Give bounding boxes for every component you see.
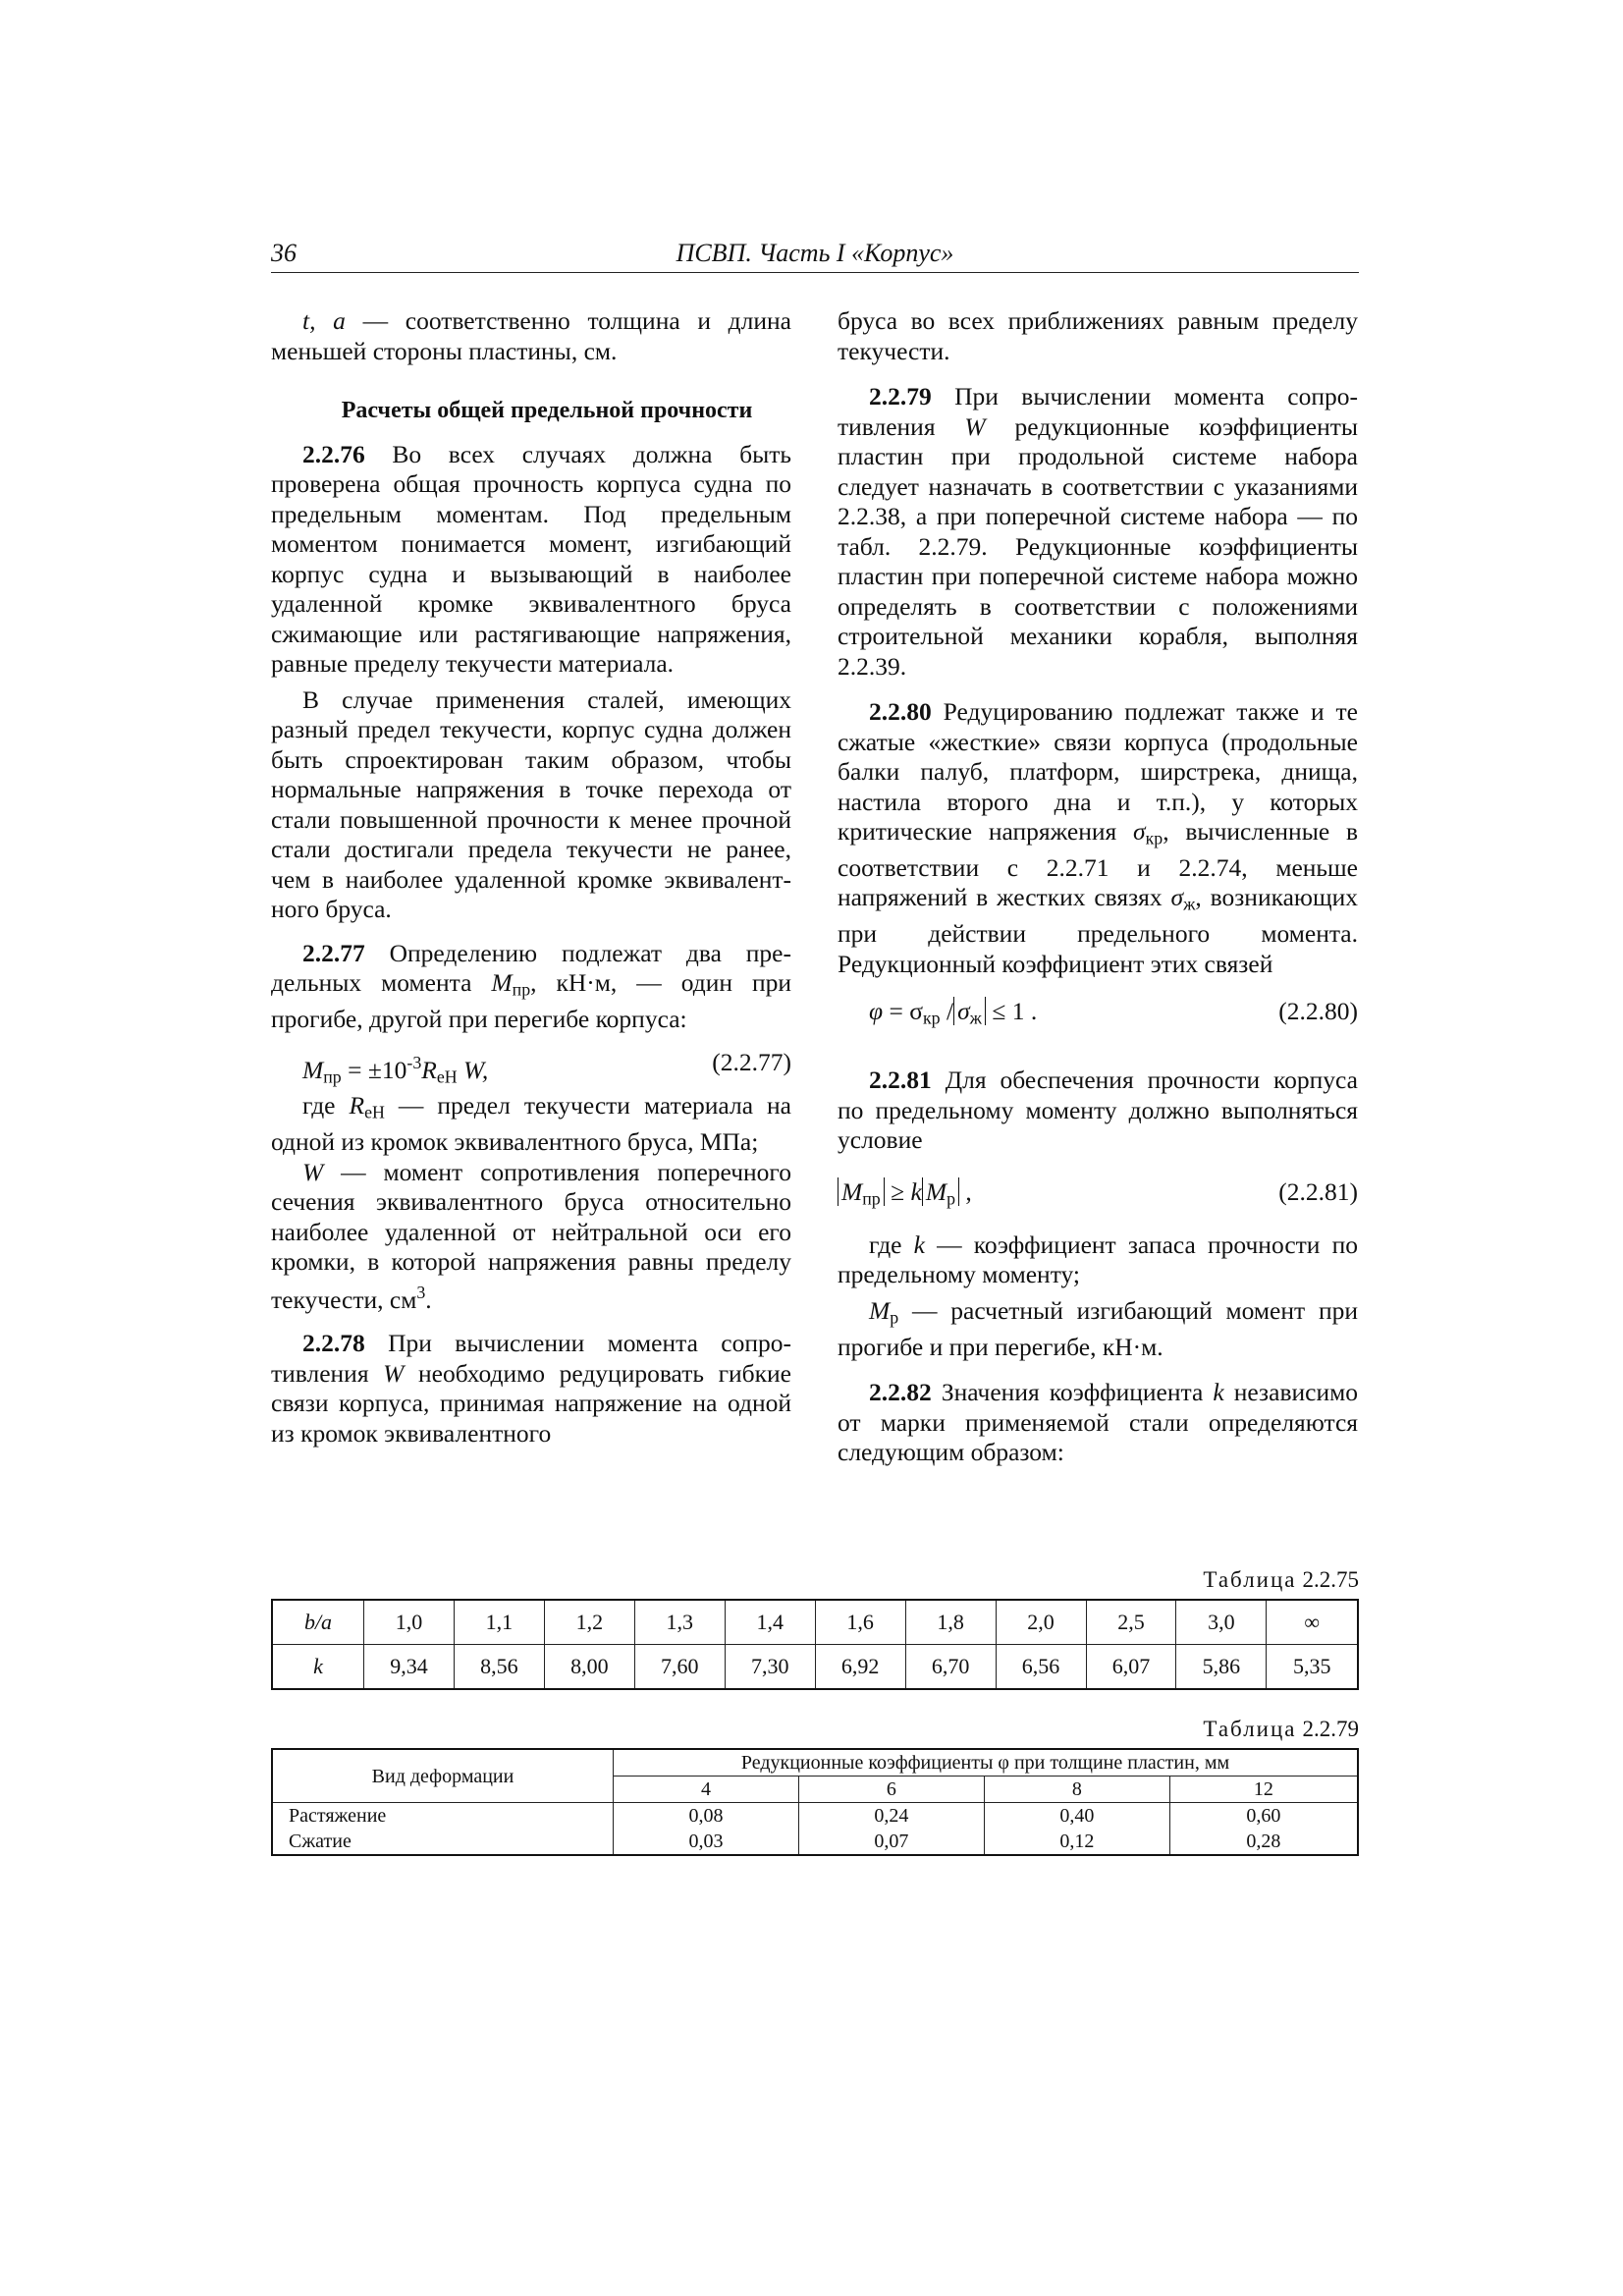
- table-cell: 1,0: [364, 1600, 455, 1645]
- page-number: 36: [271, 239, 297, 267]
- table-cell: 6,56: [996, 1645, 1086, 1690]
- column-header-deformation: Вид деформации: [272, 1749, 614, 1803]
- table-cell: 7,60: [634, 1645, 725, 1690]
- table-header-row: [272, 1749, 1358, 1777]
- table-cell: 5,35: [1267, 1645, 1358, 1690]
- paragraph-2-2-80: 2.2.80 Редуцированию подлежат также и те сжатые «жесткие» связи корпуса (продольные балки палуб, платформ, ширстрека, днища, настила второго дна и т.п.), у которых критические напряжения $\sigma_{кр}$, вычисленные в соответствии с 2.2.71 и 2.2.74, меньше напряжений в жестких связях $\sigma_ж$, возникающих при действии предельного момента. Редукционный коэффициент этих связей: [838, 697, 1359, 978]
- intro-paragraph: t, a — соответственно толщина и длина меньшей стороны пластины, см.: [271, 306, 791, 365]
- where-reh: где $R_{eH}$ — предел текучести материала на одной из кромок эквивалентного бруса, МПа;: [271, 1091, 791, 1157]
- table-cell: 0,12: [984, 1829, 1169, 1855]
- table-cell: 0,24: [798, 1803, 984, 1830]
- formula-number: (2.2.80): [1278, 997, 1358, 1026]
- paragraph-2-2-76-b: В случае применения сталей, имеющих разный предел текучести, корпус судна должен быть спроектирован таким образом, чтобы нормальные напряжения в точке перехода от стали повышенной прочности к менее прочной стали достигали предела текучести не ранее, чем в наиболее удаленной кромке эквивалентного бруса.: [271, 684, 791, 923]
- table-cell: 6,92: [815, 1645, 905, 1690]
- page-header: [271, 239, 1359, 273]
- paragraph-2-2-82: 2.2.82 Значения коэффициента k независимо от марки применяемой стали определяются следующим образом:: [838, 1378, 1358, 1467]
- table-cell: 8,56: [454, 1645, 544, 1690]
- table-2-2-75-caption: Таблица 2.2.75: [1203, 1567, 1359, 1592]
- table-2-2-75: [271, 1599, 1359, 1690]
- row-label-ba: b/a: [272, 1600, 364, 1645]
- paragraph-2-2-79: 2.2.79 При вычислении момента сопротивления W редукционные коэффициенты пластин при продольной системе набора следует назначать в соответствии с указаниями 2.2.38, а при поперечной системе набора — по табл. 2.2.79. Редукционные коэффициенты пластин при поперечной системе набора можно определять в соответствии с положениями строительной механики корабля, выполняя 2.2.39.: [838, 382, 1358, 681]
- table-cell: 2,5: [1086, 1600, 1176, 1645]
- running-title: ПСВП. Часть I «Корпус»: [676, 239, 954, 267]
- table-cell: 0,03: [614, 1829, 799, 1855]
- table-cell: 0,40: [984, 1803, 1169, 1830]
- left-column: [271, 306, 791, 1449]
- table-cell: 1,3: [634, 1600, 725, 1645]
- table-cell: 1,1: [454, 1600, 544, 1645]
- table-cell: 5,86: [1176, 1645, 1267, 1690]
- paragraph-2-2-78: 2.2.78 При вычислении момента сопротивления W необходимо редуцировать гибкие связи корпуса, принимая напряжение на одной из кромок эквивалентного: [271, 1329, 792, 1448]
- table-cell: 3,0: [1176, 1600, 1267, 1645]
- table-cell: 9,34: [364, 1645, 455, 1690]
- right-column: [838, 306, 1358, 1468]
- table-cell: 7,30: [725, 1645, 815, 1690]
- thickness-header: 8: [984, 1777, 1169, 1803]
- where-mp: $M_р$ — расчетный изгибающий момент при прогибе и при перегибе, кН·м.: [838, 1295, 1358, 1361]
- section-heading: Расчеты общей предельной прочности: [341, 398, 753, 423]
- table-cell: 0,28: [1169, 1829, 1358, 1855]
- table-cell: 8,00: [544, 1645, 634, 1690]
- table-cell: 1,2: [544, 1600, 634, 1645]
- row-label-k: k: [272, 1645, 364, 1690]
- table-row: [272, 1829, 1358, 1855]
- thickness-header: 6: [798, 1777, 984, 1803]
- table-cell: 0,07: [798, 1829, 984, 1855]
- paragraph-2-2-77: 2.2.77 Определению подлежат два предельных момента $M_{пр}$, кН·м, — один при прогибе, другой при перегибе корпуса:: [271, 938, 791, 1033]
- formula-number: (2.2.81): [1278, 1176, 1358, 1206]
- table-cell: 2,0: [996, 1600, 1086, 1645]
- paragraph-2-2-76: 2.2.76 Во всех случаях должна быть проверена общая прочность корпуса судна по предельным моментам. Под предельным моментом понимается момент, изгибающий корпус судна и вызывающий в наиболее удаленной кромке эквивалентного бруса сжимающие или растягивающие напряжения, равные пределу текучести материала.: [271, 439, 791, 678]
- thickness-header: 12: [1169, 1777, 1358, 1803]
- group-header: Редукционные коэффициенты φ при толщине пластин, мм: [614, 1749, 1359, 1777]
- table-row: [272, 1600, 1358, 1645]
- table-row: [272, 1803, 1358, 1830]
- table-cell: 1,6: [815, 1600, 905, 1645]
- continued-paragraph: бруса во всех приближениях равным пределу текучести.: [838, 306, 1358, 365]
- table-2-2-79-caption: Таблица 2.2.79: [1203, 1717, 1359, 1741]
- table-2-2-79: [271, 1748, 1359, 1856]
- table-cell: 1,4: [725, 1600, 815, 1645]
- table-row: [272, 1645, 1358, 1690]
- formula-2-2-80: $\varphi = \sigma_{кр} / \sigma_ж \le 1$ . (2.2.80): [869, 997, 1358, 1028]
- formula-2-2-77: $M_{пр} = \pm 10^{-3}R_{eH}$ W, (2.2.77): [302, 1048, 791, 1087]
- row-label: Растяжение: [272, 1803, 614, 1830]
- thickness-header: 4: [614, 1777, 799, 1803]
- table-cell: 0,08: [614, 1803, 799, 1830]
- where-w: W — момент сопротивления поперечного сечения эквивалентного бруса относительно наиболее удаленной от нейтральной оси его кромки, в которой напряжения равны пределу текучести, $см^3$.: [271, 1157, 791, 1314]
- table-cell: 1,8: [905, 1600, 996, 1645]
- table-cell: 0,60: [1169, 1803, 1358, 1830]
- formula-number: (2.2.77): [712, 1048, 791, 1077]
- table-cell: 6,07: [1086, 1645, 1176, 1690]
- table-cell: 6,70: [905, 1645, 996, 1690]
- table-cell: ∞: [1267, 1600, 1358, 1645]
- where-k: где k — коэффициент запаса прочности по предельному моменту;: [838, 1230, 1359, 1289]
- row-label: Сжатие: [272, 1829, 614, 1855]
- paragraph-2-2-81: 2.2.81 Для обеспечения прочности корпуса по предельному моменту должно выполняться условие: [838, 1066, 1358, 1155]
- formula-2-2-81: $M_{пр} \ge k$ $M_р$ , (2.2.81): [838, 1177, 1358, 1207]
